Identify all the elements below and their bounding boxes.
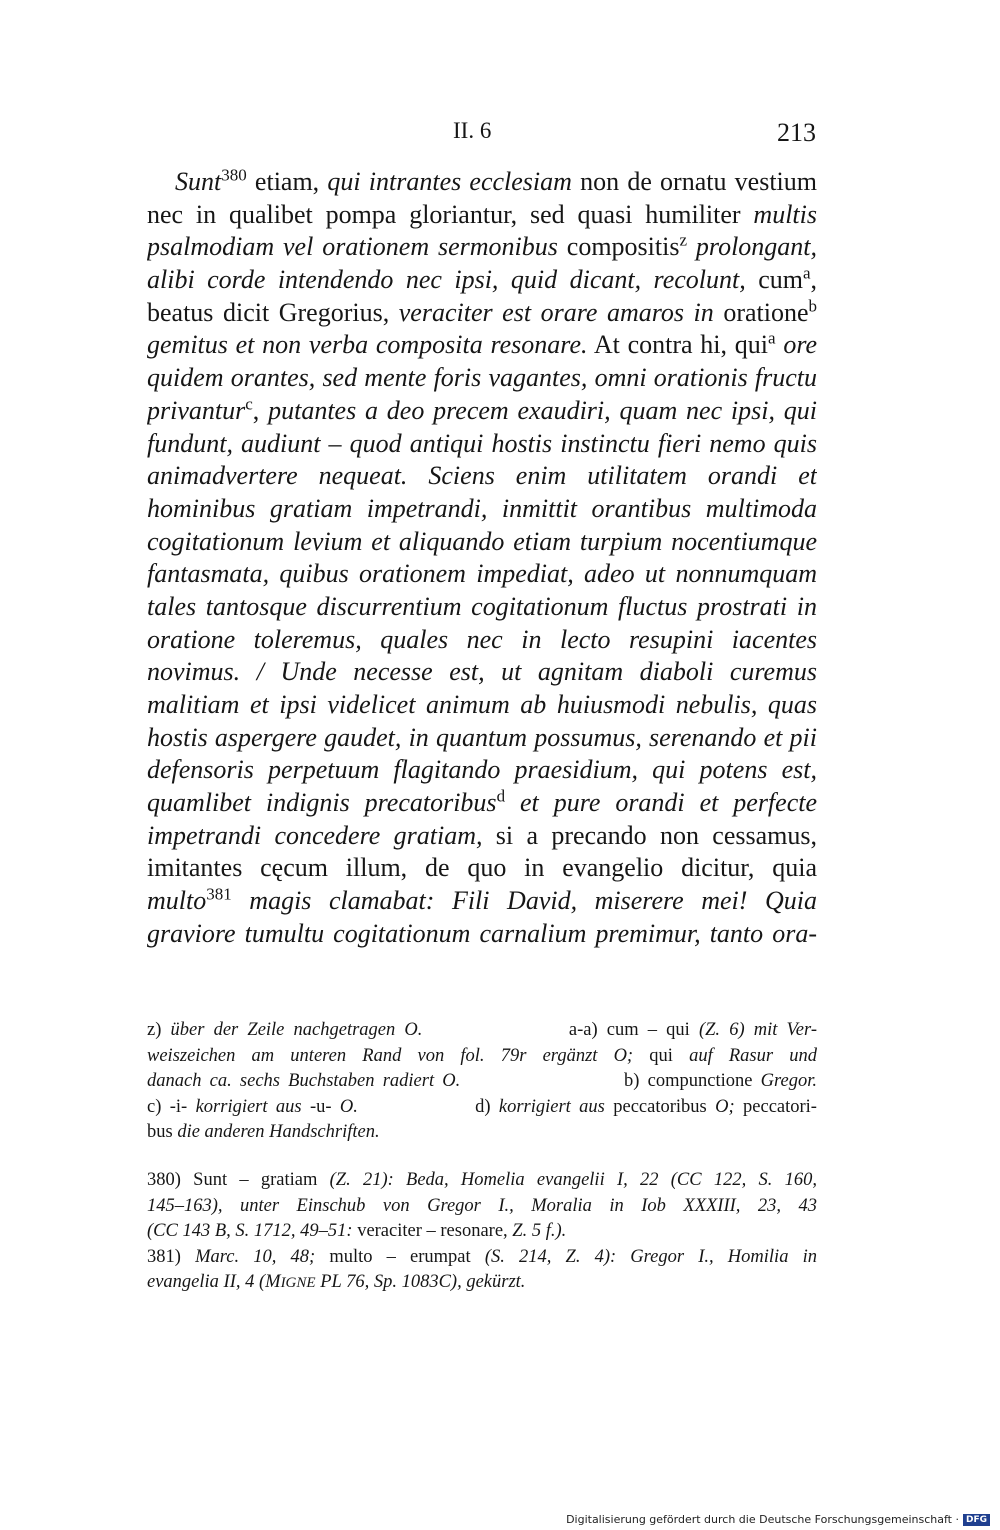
source-notes xyxy=(147,1168,817,1296)
apparatus-line: c) -i- korrigiert aus -u- O. d) korrigiert aus peccatoribus O; peccatori- xyxy=(147,1096,817,1117)
text-line: psalmodiam vel orationem sermonibus compositis$^z$ prolongant, xyxy=(147,231,817,262)
footnote-ref: 380 xyxy=(221,166,247,185)
text-line: fundunt, audiunt – quod antiqui hostis instinctu fieri nemo quis xyxy=(147,428,817,458)
text-line: multo$^{381}$ magis clamabat: Fili David, miserere mei! Quia xyxy=(147,885,817,916)
main-text xyxy=(147,166,817,951)
text-line: animadvertere nequeat. Sciens enim utilitatem orandi et xyxy=(147,461,817,491)
critical-apparatus xyxy=(147,1018,817,1146)
note-line: 145–163), unter Einschub von Gregor I., Moralia in Iob XXXIII, 23, 43 xyxy=(147,1195,817,1216)
text-line: quamlibet indignis precatoribus$^d$ et pure orandi et perfecte xyxy=(147,787,817,818)
page-header xyxy=(0,118,1000,152)
text-line: fantasmata, quibus orationem impediat, adeo ut nonnumquam xyxy=(147,559,817,589)
text-line: cogitationum levium et aliquando etiam turpium nocentiumque xyxy=(147,526,817,556)
footnote-ref: 381 xyxy=(206,885,232,904)
apparatus-line: bus die anderen Handschriften. xyxy=(147,1122,380,1142)
text-line: defensoris perpetuum flagitando praesidium, qui potens est, xyxy=(147,755,817,785)
text-line: alibi corde intendendo nec ipsi, quid dicant, recolunt, cum$^a$, xyxy=(147,264,817,295)
text-line: oratione toleremus, quales nec in lecto resupini iacentes xyxy=(147,624,817,654)
text-line: malitiam et ipsi videlicet animum ab huiusmodi nebulis, quas xyxy=(147,690,817,719)
text-line: imitantes cęcum illum, de quo in evangelio dicitur, quia xyxy=(147,853,817,883)
text-line: privantur$^c$, putantes a deo precem exaudiri, quam nec ipsi, qui xyxy=(147,394,817,425)
apparatus-line: z) über der Zeile nachgetragen O. a-a) cum – qui (Z. 6) mit Ver- xyxy=(147,1020,817,1040)
text-line: novimus. / Unde necesse est, ut agnitam diaboli curemus xyxy=(147,657,817,687)
footer-text: Digitalisierung gefördert durch die Deutsche Forschungsgemeinschaft · xyxy=(566,1513,959,1526)
apparatus-line: weiszeichen am unteren Rand von fol. 79r ergänzt O; qui auf Rasur und xyxy=(147,1045,817,1066)
dfg-logo: DFG xyxy=(963,1514,990,1526)
text-line: impetrandi concedere gratiam, si a precando non cessamus, xyxy=(147,820,817,850)
text-line: hostis aspergere gaudet, in quantum possumus, serenando et pii xyxy=(147,722,817,752)
text-line: tales tantosque discurrentium cogitationum fluctus prostrati in xyxy=(147,591,817,621)
note-line: (CC 143 B, S. 1712, 49–51: veraciter – resonare, Z. 5 f.). xyxy=(147,1221,567,1241)
text-line: quidem orantes, sed mente foris vagantes, omni orationis fructu xyxy=(147,363,817,393)
text-line: gemitus et non verba composita resonare. At contra hi, qui$^a$ ore xyxy=(147,329,817,360)
text-line: graviore tumultu cogitationum carnalium premimur, tanto ora- xyxy=(147,918,817,948)
note-line: 380) Sunt – gratiam (Z. 21): Beda, Homelia evangelii I, 22 (CC 122, S. 160, xyxy=(147,1170,817,1190)
digitization-footer xyxy=(566,1513,990,1526)
note-line: 381) Marc. 10, 48; multo – erumpat (S. 214, Z. 4): Gregor I., Homilia in xyxy=(147,1246,817,1267)
page-number: 213 xyxy=(777,118,816,147)
apparatus-line: danach ca. sechs Buchstaben radiert O. b) compunctione Gregor. xyxy=(147,1071,817,1091)
text-line: nec in qualibet pompa gloriantur, sed quasi humiliter multis xyxy=(147,199,817,229)
text-line: beatus dicit Gregorius, veraciter est orare amaros in oratione$^b$ xyxy=(147,296,817,327)
note-line: evangelia II, 4 (MIGNE PL 76, Sp. 1083C), gekürzt. xyxy=(147,1272,526,1292)
running-head: II. 6 xyxy=(453,118,492,143)
text-line: hominibus gratiam impetrandi, inmittit orantibus multimoda xyxy=(147,493,817,523)
text-line: Sunt$^{380}$ etiam, qui intrantes ecclesiam non de ornatu vestium xyxy=(175,166,817,196)
